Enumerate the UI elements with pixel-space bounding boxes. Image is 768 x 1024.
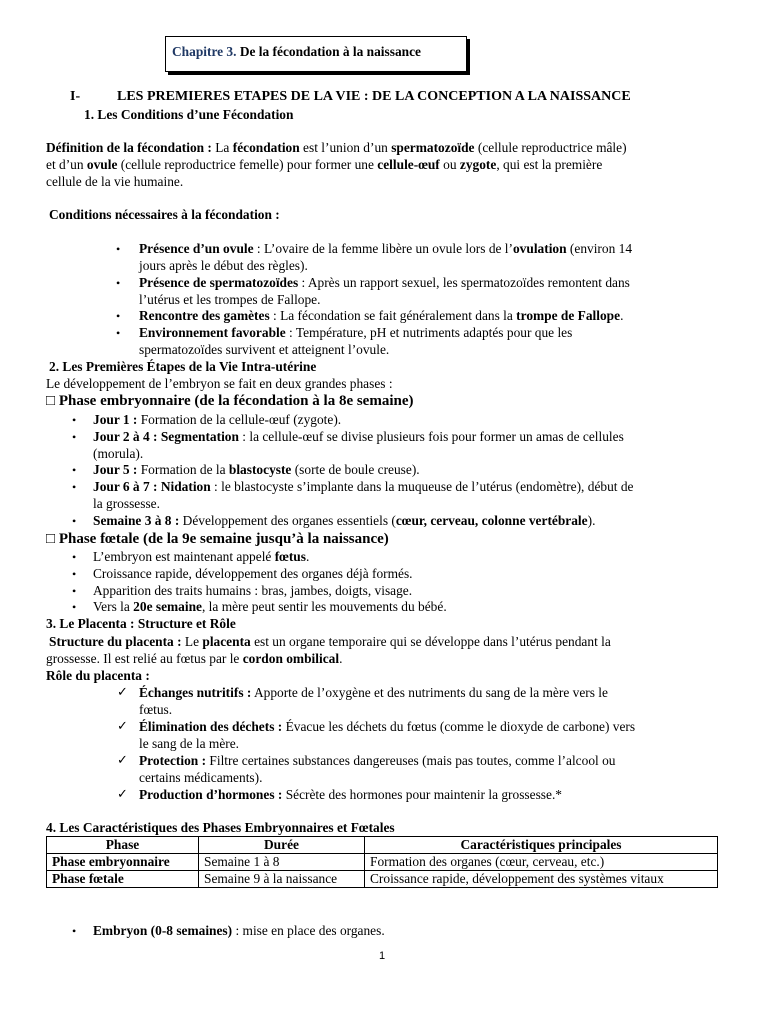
foetal-item-term: fœtus <box>274 549 306 564</box>
definition-term: cellule-œuf <box>377 157 440 172</box>
table-cell: Semaine 9 à la naissance <box>199 871 365 888</box>
section-i-title: LES PREMIERES ETAPES DE LA VIE : DE LA CONCEPTION A LA NAISSANCE <box>117 89 631 104</box>
phase-embryonnaire-title <box>46 393 414 410</box>
phase-foetale-title-text: Phase fœtale (de la 9e semaine jusqu’à la naissance) <box>58 531 389 547</box>
role-item-cont: le sang de la mère. <box>139 736 240 751</box>
role-label: Protection : <box>139 753 207 768</box>
structure-text: est un organe temporaire qui se développe dans l’utérus pendant la <box>250 634 611 649</box>
check-icon: ✓ <box>117 752 128 767</box>
table-cell: Croissance rapide, développement des systèmes vitaux <box>365 871 718 888</box>
table-header-cell: Caractéristiques principales <box>365 837 718 854</box>
embryo-item-label: Jour 2 à 4 : Segmentation <box>93 429 239 444</box>
embryo-item-text: Formation de la <box>137 462 229 477</box>
definition-text: , qui est la première <box>496 157 603 172</box>
embryo-item <box>93 513 595 530</box>
foetal-item-term: 20e semaine <box>133 599 202 614</box>
bullet-dot-icon: • <box>72 430 77 444</box>
foetal-item: Croissance rapide, développement des organes déjà formés. <box>93 566 413 581</box>
embryo-item-text: Formation de la cellule-œuf (zygote). <box>137 412 342 427</box>
condition-item <box>139 325 572 342</box>
subsection-2-intro: Le développement de l’embryon se fait en deux grandes phases : <box>46 376 393 391</box>
embryo-item-label: Semaine 3 à 8 : <box>93 513 180 528</box>
definition-text: est l’union d’un <box>299 140 392 155</box>
definition-line-3: cellule de la vie humaine. <box>46 174 184 189</box>
embryo-item-text: Développement des organes essentiels ( <box>179 513 396 528</box>
structure-term: cordon ombilical <box>242 651 340 666</box>
embryo-item-text: : le blastocyste s’implante dans la muqueuse de l’utérus (endomètre), début de <box>210 479 634 494</box>
foetal-item <box>93 599 447 616</box>
bullet-dot-icon: • <box>116 326 121 340</box>
table-cell: Phase embryonnaire <box>47 854 199 871</box>
condition-label: Présence d’un ovule <box>139 241 254 256</box>
final-item-label: Embryon (0-8 semaines) <box>93 923 233 938</box>
role-text: Sécrète des hormones pour maintenir la grossesse.* <box>282 787 562 802</box>
bullet-dot-icon: • <box>116 242 121 256</box>
role-label: Échanges nutritifs : <box>139 685 252 700</box>
embryo-item-text: ). <box>587 513 596 528</box>
foetal-item-text: , la mère peut sentir les mouvements du bébé. <box>201 599 447 614</box>
role-title: Rôle du placenta : <box>46 668 150 683</box>
role-item-cont: certains médicaments). <box>139 770 263 785</box>
definition-term: ovule <box>86 157 118 172</box>
conditions-title: Conditions nécessaires à la fécondation : <box>49 207 280 222</box>
role-text: Filtre certaines substances dangereuses (mais pas toutes, comme l’alcool ou <box>206 753 616 768</box>
table-header-cell: Durée <box>199 837 365 854</box>
role-label: Production d’hormones : <box>139 787 283 802</box>
condition-item-cont: l’utérus et les trompes de Fallope. <box>139 292 321 307</box>
table-row <box>47 854 718 871</box>
embryo-item-text: (sorte de boule creuse). <box>291 462 420 477</box>
definition-text: (cellule reproductrice mâle) <box>474 140 627 155</box>
condition-text: (environ 14 <box>566 241 633 256</box>
foetal-item-text: L’embryon est maintenant appelé <box>93 549 275 564</box>
structure-line-2 <box>46 651 342 668</box>
condition-text: : Température, pH et nutriments adaptés pour que les <box>285 325 573 340</box>
structure-term: placenta <box>202 634 251 649</box>
page-number: 1 <box>379 950 386 962</box>
subsection-1-title: 1. Les Conditions d’une Fécondation <box>84 107 294 122</box>
table-row <box>47 871 718 888</box>
definition-line-1 <box>46 140 627 157</box>
foetal-item: Apparition des traits humains : bras, jambes, doigts, visage. <box>93 583 413 598</box>
condition-item-cont: jours après le début des règles). <box>139 258 308 273</box>
role-item <box>139 787 562 804</box>
condition-text: : La fécondation se fait généralement dans la <box>269 308 517 323</box>
embryo-item-term: blastocyste <box>228 462 292 477</box>
foetal-item <box>93 549 309 566</box>
check-icon: ✓ <box>117 786 128 801</box>
bullet-dot-icon: • <box>72 924 77 938</box>
embryo-item <box>93 412 341 429</box>
embryo-item-label: Jour 6 à 7 : Nidation <box>93 479 211 494</box>
table-header-row <box>47 837 718 854</box>
bullet-dot-icon: • <box>72 463 77 477</box>
role-item <box>139 685 608 702</box>
bullet-dot-icon: • <box>72 550 77 564</box>
condition-item <box>139 308 623 325</box>
definition-line-2 <box>46 157 602 174</box>
definition-term: fécondation <box>232 140 300 155</box>
definition-term: spermatozoïde <box>391 140 475 155</box>
subsection-2-title: 2. Les Premières Étapes de la Vie Intra-utérine <box>49 359 317 374</box>
subsection-4-title: 4. Les Caractéristiques des Phases Embryonnaires et Fœtales <box>46 820 395 835</box>
embryo-item-text: : la cellule-œuf se divise plusieurs fois pour former un amas de cellules <box>238 429 624 444</box>
condition-term: ovulation <box>512 241 567 256</box>
embryo-item-label: Jour 1 : <box>93 412 138 427</box>
bullet-dot-icon: • <box>72 567 77 581</box>
condition-label: Rencontre des gamètes <box>139 308 270 323</box>
phases-table <box>46 836 718 888</box>
bullet-dot-icon: • <box>72 413 77 427</box>
condition-item <box>139 275 630 292</box>
condition-item-cont: spermatozoïdes survivent et atteignent l’ovule. <box>139 342 390 357</box>
table-header-cell: Phase <box>47 837 199 854</box>
chapter-title-text: De la fécondation à la naissance <box>236 44 421 59</box>
definition-text: ou <box>439 157 460 172</box>
chapter-title <box>172 44 421 61</box>
bullet-dot-icon: • <box>72 514 77 528</box>
structure-line-1 <box>49 634 611 651</box>
bullet-dot-icon: • <box>72 584 77 598</box>
chapter-title-box <box>165 36 467 72</box>
structure-text: Le <box>181 634 203 649</box>
embryo-item <box>93 462 420 479</box>
bullet-dot-icon: • <box>72 600 77 614</box>
embryo-item <box>93 429 624 446</box>
condition-label: Environnement favorable <box>139 325 286 340</box>
role-text: Évacue les déchets du fœtus (comme le dioxyde de carbone) vers <box>282 719 636 734</box>
check-icon: ✓ <box>117 718 128 733</box>
condition-text: : L’ovaire de la femme libère un ovule lors de l’ <box>253 241 513 256</box>
foetal-item-text: Vers la <box>93 599 134 614</box>
phase-embryonnaire-title-text: Phase embryonnaire (de la fécondation à la 8e semaine) <box>58 393 414 409</box>
foetal-item-text: . <box>305 549 310 564</box>
definition-term: zygote <box>459 157 497 172</box>
role-item <box>139 753 615 770</box>
bullet-dot-icon: • <box>72 480 77 494</box>
final-item-text: : mise en place des organes. <box>232 923 385 938</box>
final-item <box>93 923 385 940</box>
definition-text: et d’un <box>46 157 87 172</box>
phase-foetale-title <box>46 531 389 548</box>
embryo-item <box>93 479 633 496</box>
bullet-dot-icon: • <box>116 309 121 323</box>
structure-label: Structure du placenta : <box>49 634 182 649</box>
structure-text: grossesse. Il est relié au fœtus par le <box>46 651 243 666</box>
role-label: Élimination des déchets : <box>139 719 283 734</box>
table-cell: Formation des organes (cœur, cerveau, etc.) <box>365 854 718 871</box>
definition-text: (cellule reproductrice femelle) pour former une <box>117 157 378 172</box>
condition-item <box>139 241 632 258</box>
definition-text: La <box>211 140 233 155</box>
bullet-dot-icon: • <box>116 276 121 290</box>
role-text: Apporte de l’oxygène et des nutriments du sang de la mère vers le <box>251 685 608 700</box>
missing-glyph-box-icon: □ <box>46 393 56 409</box>
table-cell: Phase fœtale <box>47 871 199 888</box>
definition-label: Définition de la fécondation : <box>46 140 212 155</box>
table-cell: Semaine 1 à 8 <box>199 854 365 871</box>
structure-text: . <box>339 651 343 666</box>
condition-term: trompe de Fallope <box>516 308 621 323</box>
role-item <box>139 719 635 736</box>
condition-text: . <box>620 308 624 323</box>
embryo-item-term: cœur, cerveau, colonne vertébrale <box>395 513 588 528</box>
section-i-number: I- <box>70 89 81 104</box>
subsection-3-title: 3. Le Placenta : Structure et Rôle <box>46 616 236 631</box>
missing-glyph-box-icon: □ <box>46 531 56 547</box>
embryo-item-label: Jour 5 : <box>93 462 138 477</box>
condition-text: : Après un rapport sexuel, les spermatozoïdes remontent dans <box>298 275 630 290</box>
condition-label: Présence de spermatozoïdes <box>139 275 299 290</box>
chapter-number: Chapitre 3. <box>172 44 237 59</box>
embryo-item-cont: (morula). <box>93 446 144 461</box>
role-item-cont: fœtus. <box>139 702 173 717</box>
check-icon: ✓ <box>117 684 128 699</box>
embryo-item-cont: la grossesse. <box>93 496 160 511</box>
